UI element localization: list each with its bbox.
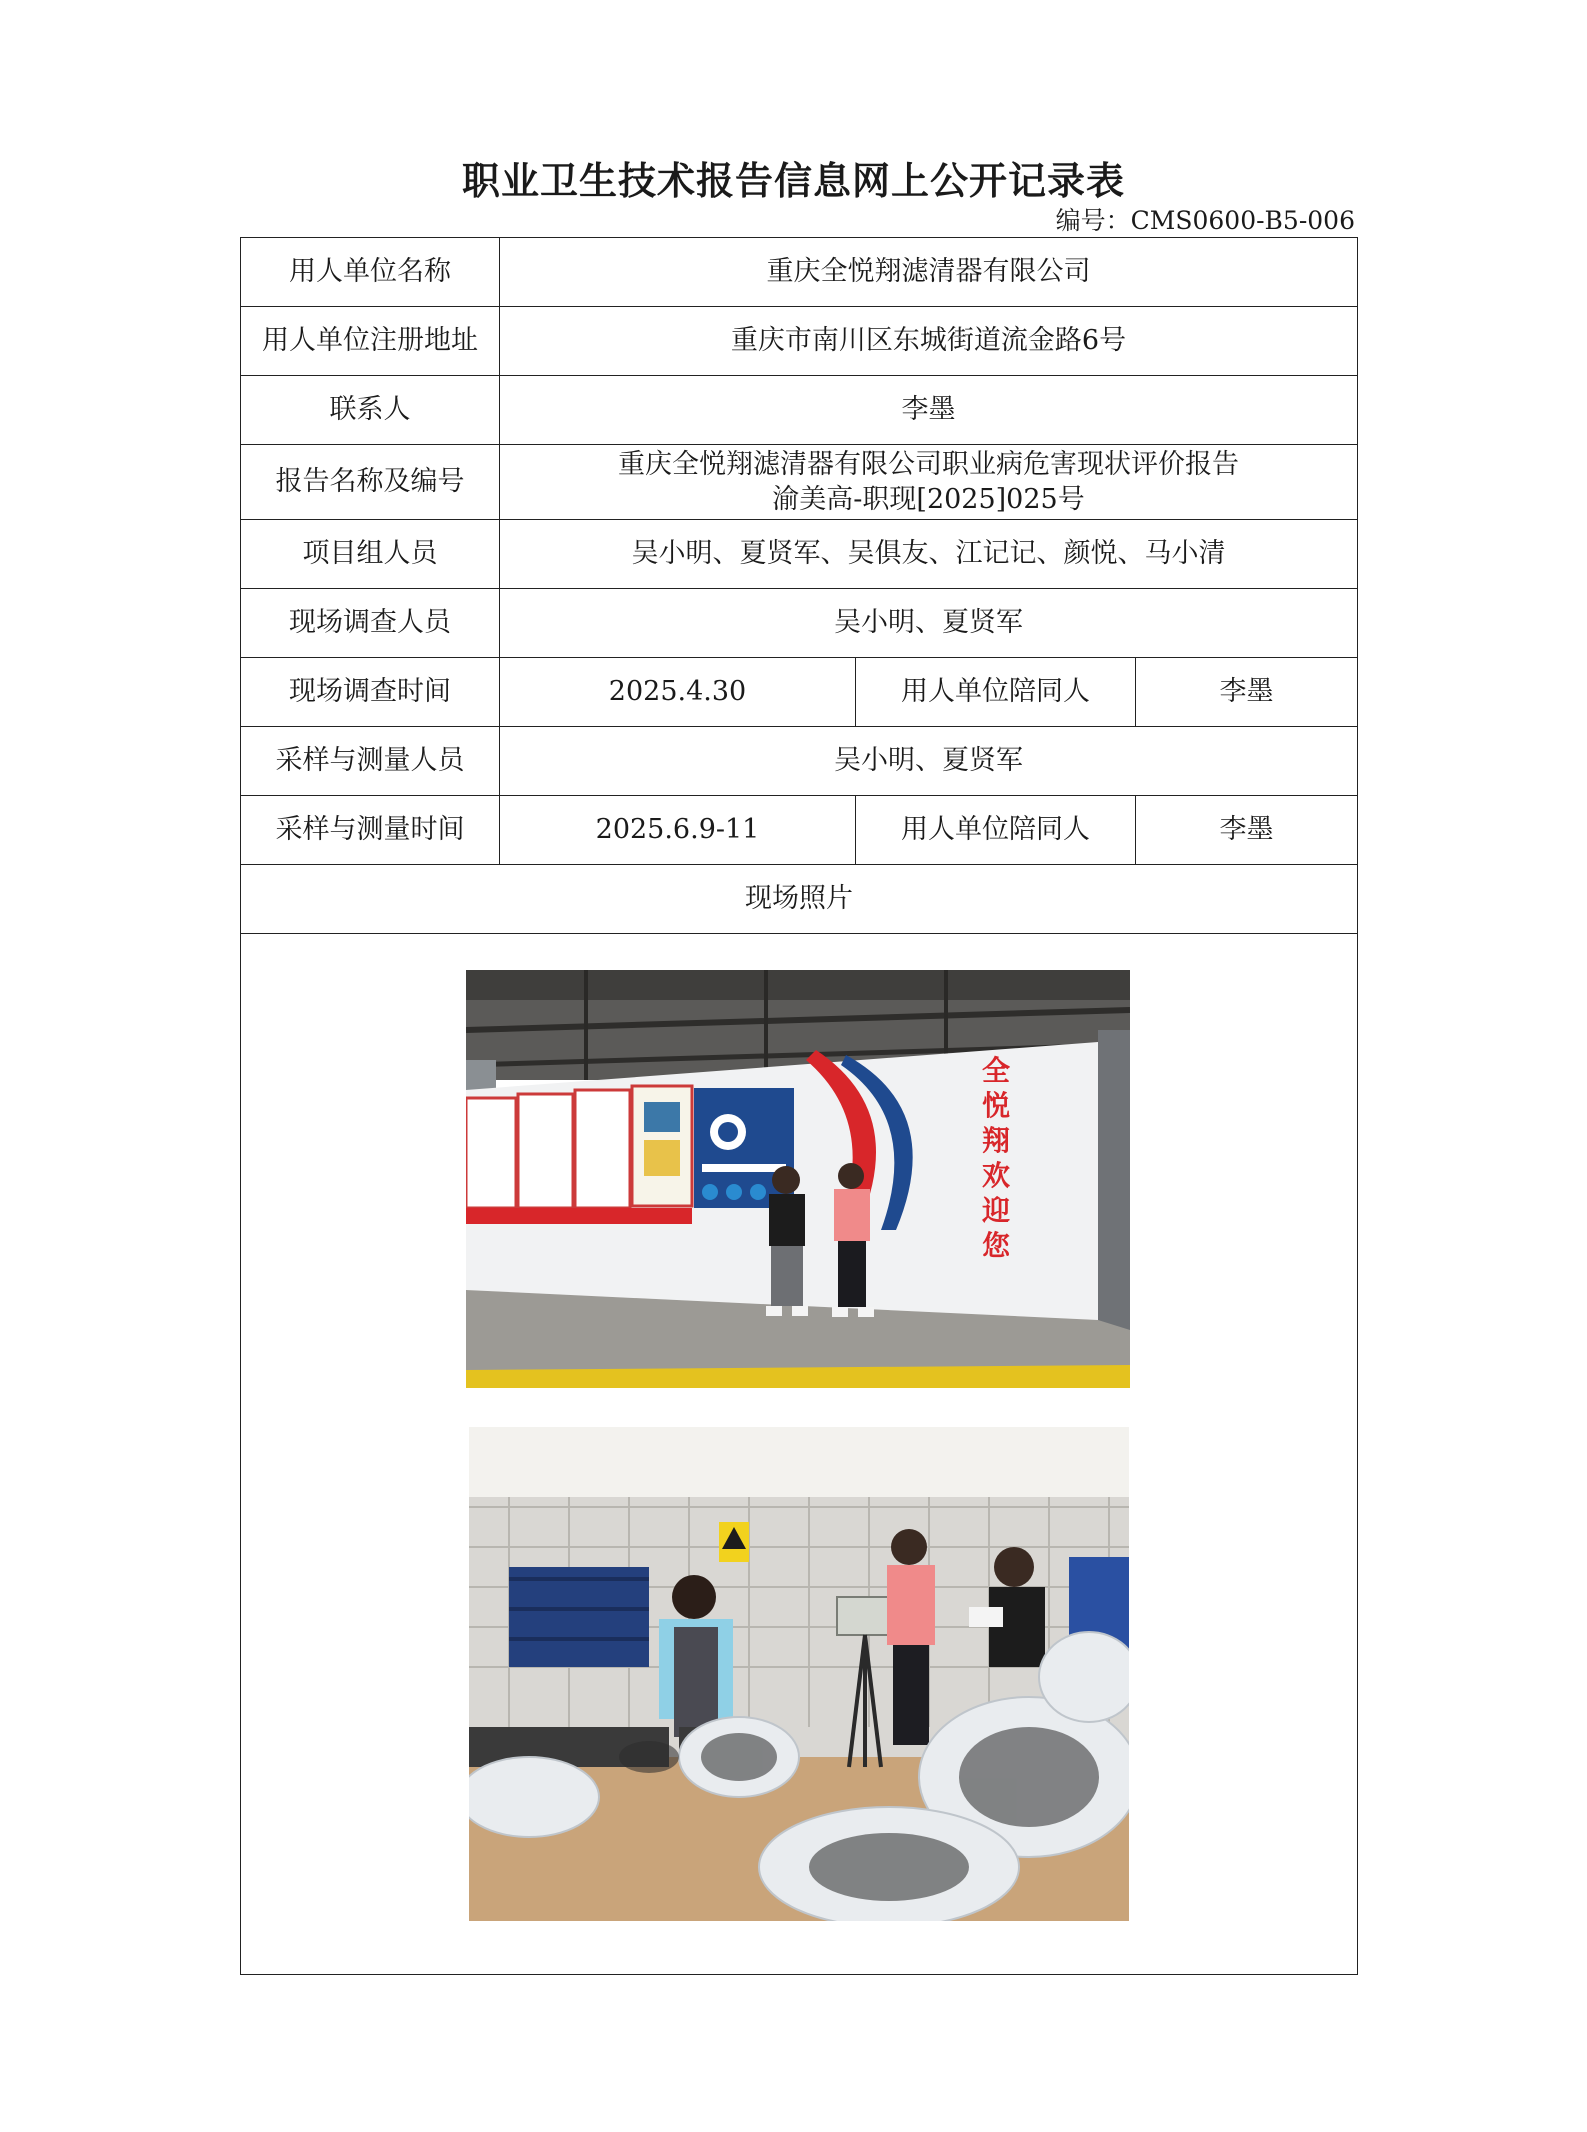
row-survey-time <box>241 658 1358 727</box>
row-sampling-staff <box>241 727 1358 796</box>
site-photo-welcome-wall <box>466 970 1130 1388</box>
employer-name-label: 用人单位名称 <box>241 238 500 307</box>
project-team-label: 项目组人员 <box>241 520 500 589</box>
survey-time-value: 2025.4.30 <box>500 658 856 727</box>
survey-staff-label: 现场调查人员 <box>241 589 500 658</box>
report-number: 渝美高-职现[2025]025号 <box>772 484 1085 515</box>
sampling-staff-label: 采样与测量人员 <box>241 727 500 796</box>
employer-address-label: 用人单位注册地址 <box>241 307 500 376</box>
welcome-sign-char-4: 欢 <box>981 1159 1011 1192</box>
row-contact <box>241 376 1358 445</box>
employer-address-value: 重庆市南川区东城街道流金路6号 <box>500 307 1358 376</box>
row-report <box>241 445 1358 520</box>
welcome-sign-char-6: 您 <box>981 1229 1011 1262</box>
row-employer-name <box>241 238 1358 307</box>
welcome-sign-char-1: 全 <box>981 1054 1011 1087</box>
row-sampling-time <box>241 796 1358 865</box>
report-value <box>500 445 1358 520</box>
report-name: 重庆全悦翔滤清器有限公司职业病危害现状评价报告 <box>618 448 1239 480</box>
survey-time-label: 现场调查时间 <box>241 658 500 727</box>
survey-companion-label: 用人单位陪同人 <box>856 658 1136 727</box>
sampling-companion-value: 李墨 <box>1136 796 1358 865</box>
contact-value: 李墨 <box>500 376 1358 445</box>
project-team-value: 吴小明、夏贤军、吴俱友、江记记、颜悦、马小清 <box>500 520 1358 589</box>
row-survey-staff <box>241 589 1358 658</box>
sampling-time-value: 2025.6.9-11 <box>500 796 856 865</box>
photos-cell <box>241 934 1358 1975</box>
report-label: 报告名称及编号 <box>241 445 500 520</box>
welcome-wall-illustration <box>466 970 1130 1388</box>
document-title: 职业卫生技术报告信息网上公开记录表 <box>461 158 1125 203</box>
employer-name-value: 重庆全悦翔滤清器有限公司 <box>500 238 1358 307</box>
sampling-time-label: 采样与测量时间 <box>241 796 500 865</box>
row-photos <box>241 934 1358 1975</box>
sampling-companion-label: 用人单位陪同人 <box>856 796 1136 865</box>
sampling-staff-value: 吴小明、夏贤军 <box>500 727 1358 796</box>
contact-label: 联系人 <box>241 376 500 445</box>
row-photos-heading <box>241 865 1358 934</box>
row-project-team <box>241 520 1358 589</box>
record-table <box>240 237 1358 1975</box>
document-code: 编号：CMS0600-B5-006 <box>1055 206 1355 235</box>
site-photo-sampling <box>469 1427 1129 1921</box>
welcome-sign-char-3: 翔 <box>981 1124 1011 1157</box>
welcome-sign-char-2: 悦 <box>981 1089 1011 1122</box>
row-employer-address <box>241 307 1358 376</box>
survey-staff-value: 吴小明、夏贤军 <box>500 589 1358 658</box>
survey-companion-value: 李墨 <box>1136 658 1358 727</box>
photos-heading: 现场照片 <box>241 865 1358 934</box>
welcome-sign-char-5: 迎 <box>981 1194 1011 1227</box>
sampling-illustration <box>469 1427 1129 1921</box>
